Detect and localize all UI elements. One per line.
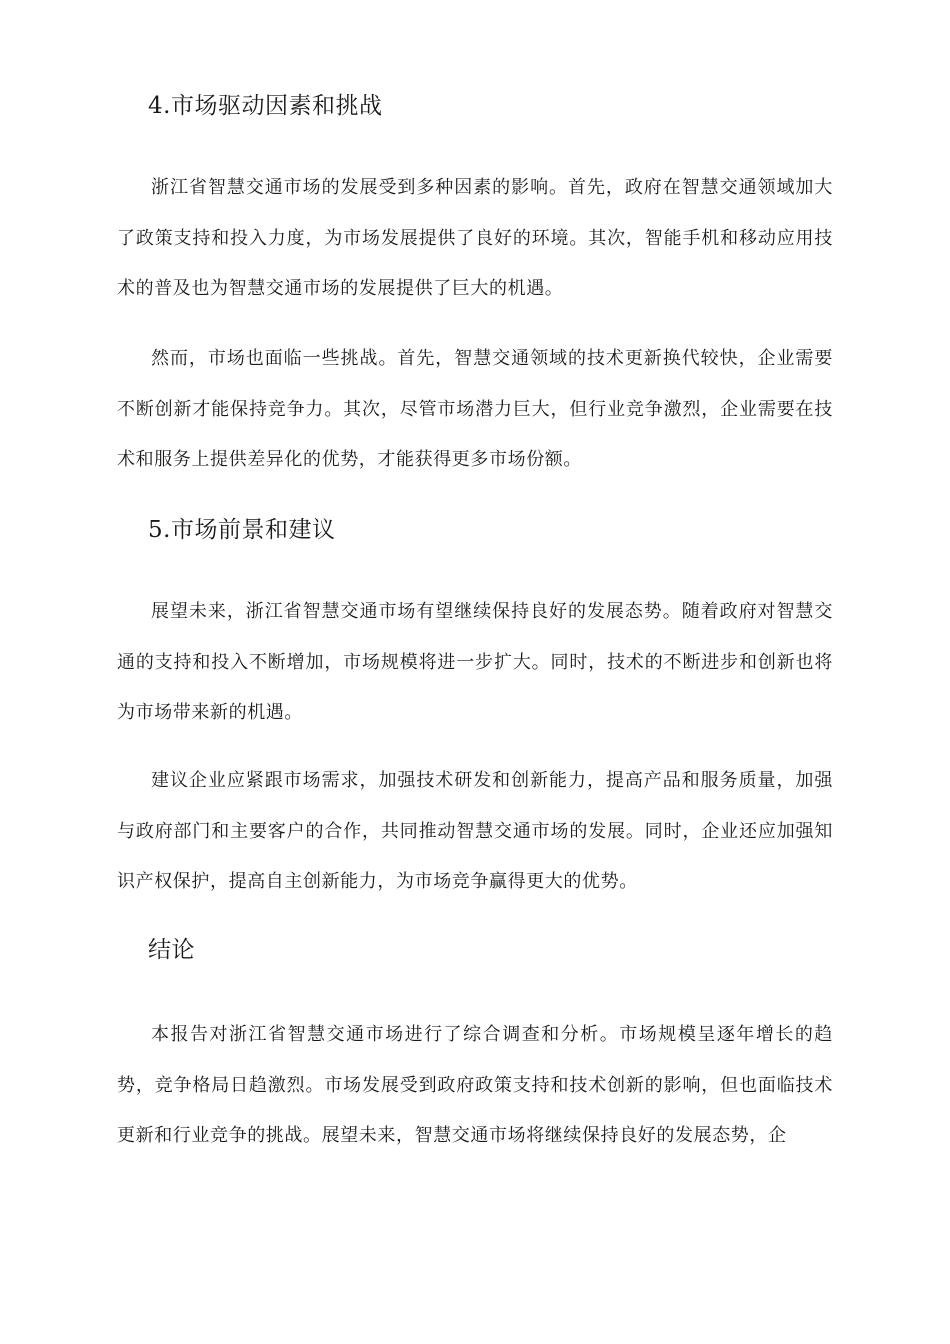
paragraph-outlook: 展望未来，浙江省智慧交通市场有望继续保持良好的发展态势。随着政府对智慧交通的支持和投入不断增加，市场规模将进一步扩大。同时，技术的不断进步和创新也将为市场带来新的机遇。 — [117, 601, 833, 723]
paragraph-conclusion: 本报告对浙江省智慧交通市场进行了综合调查和分析。市场规模呈逐年增长的趋势，竞争格局日趋激烈。市场发展受到政府政策支持和技术创新的影响，但也面临技术更新和行业竞争的挑战。展望未来，智慧交通市场将继续保持良好的发展态势，企 — [117, 1024, 833, 1146]
paragraph-market-drivers: 浙江省智慧交通市场的发展受到多种因素的影响。首先，政府在智慧交通领域加大了政策支持和投入力度，为市场发展提供了良好的环境。其次，智能手机和移动应用技术的普及也为智慧交通市场的发展提供了巨大的机遇。 — [117, 177, 833, 299]
section-heading-outlook: 5.市场前景和建议 — [148, 517, 336, 543]
section-heading-conclusion: 结论 — [148, 937, 195, 963]
paragraph-recommendations: 建议企业应紧跟市场需求，加强技术研发和创新能力，提高产品和服务质量，加强与政府部门和主要客户的合作，共同推动智慧交通市场的发展。同时，企业还应加强知识产权保护，提高自主创新能力，为市场竞争赢得更大的优势。 — [117, 770, 833, 892]
paragraph-market-challenges: 然而，市场也面临一些挑战。首先，智慧交通领域的技术更新换代较快，企业需要不断创新才能保持竞争力。其次，尽管市场潜力巨大，但行业竞争激烈，企业需要在技术和服务上提供差异化的优势，才能获得更多市场份额。 — [117, 348, 833, 470]
section-heading-market-drivers: 4.市场驱动因素和挑战 — [148, 93, 383, 119]
